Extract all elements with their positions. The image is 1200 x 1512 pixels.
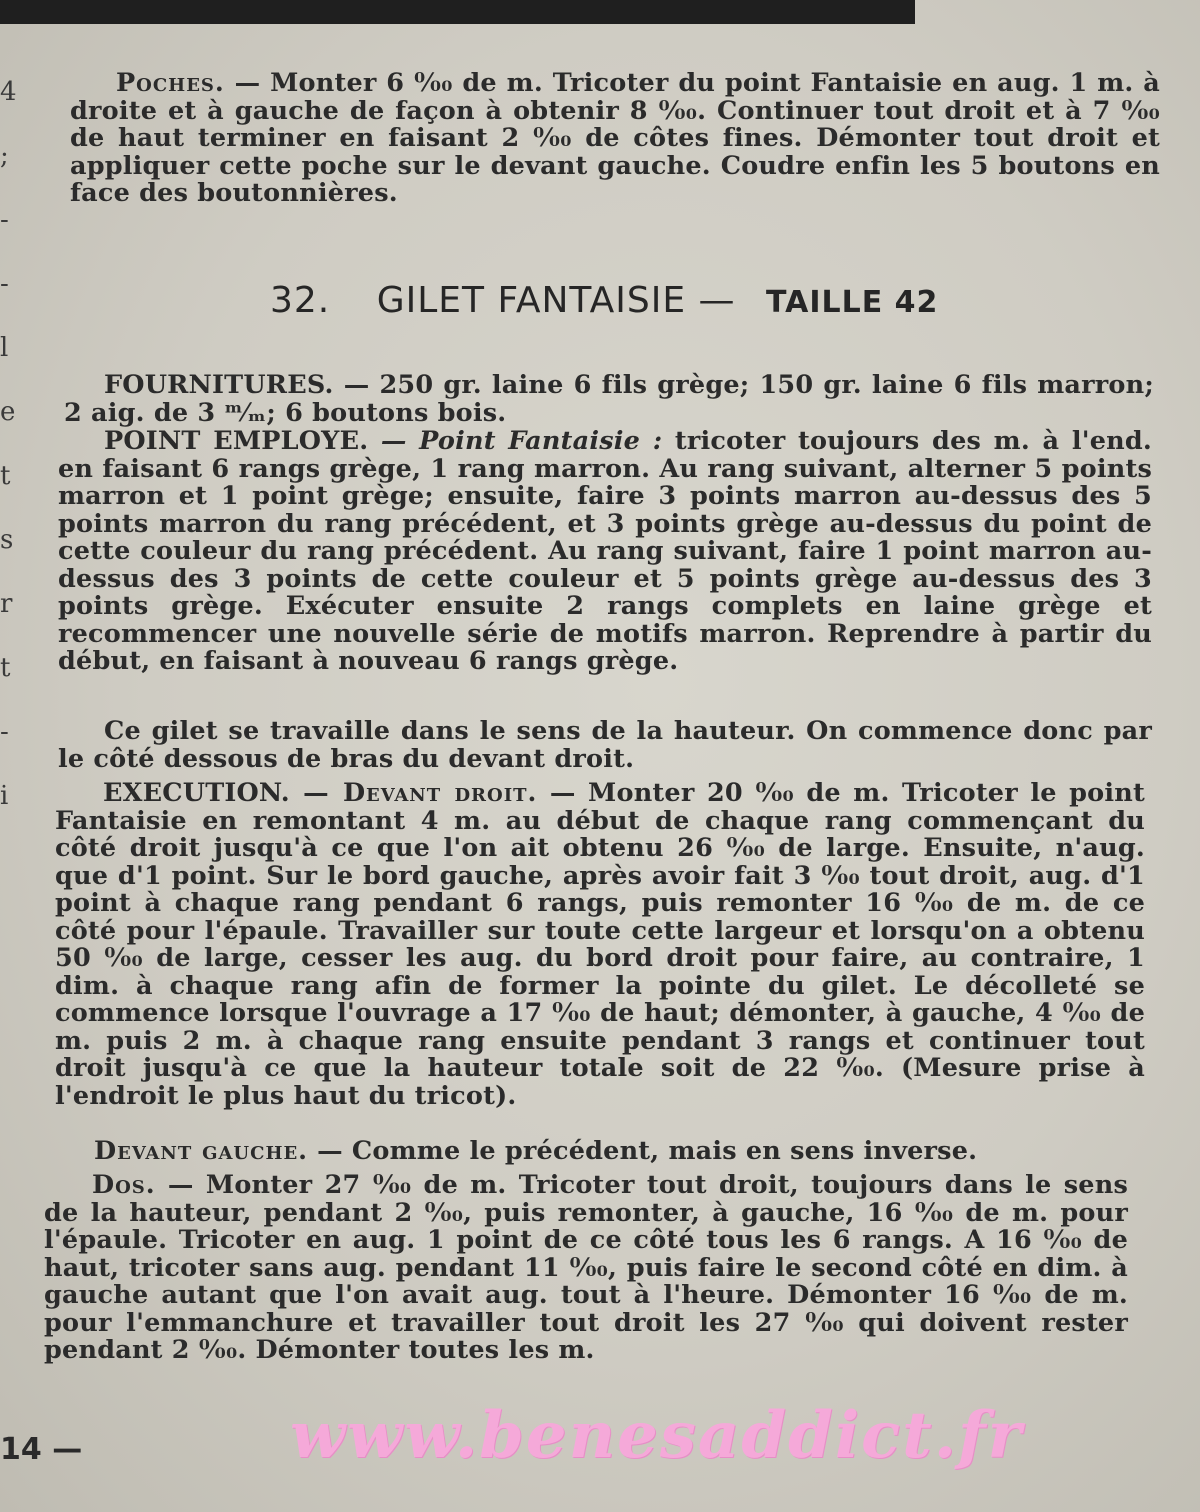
watermark-url: www.benesaddict.fr [290,1398,1024,1473]
margin-char: l [0,333,9,363]
section-size: TAILLE 42 [766,285,939,320]
margin-char: e [0,397,16,427]
fournitures-text: — 250 gr. laine 6 fils grège; 150 gr. laine 6 fils marron; 2 aig. de 3 ᵐ⁄ₘ; 6 boutons bois. [64,370,1154,428]
fournitures-lead: FOURNITURES. [104,370,334,400]
margin-char: t [0,653,11,683]
gilet-note-paragraph [58,718,1152,773]
execution-text: — Monter 20 ⁰⁄₀₀ de m. Tricoter le point Fantaisie en remontant 4 m. au début de chaque rang commençant du côté droit jusqu'à ce que l'on ait obtenu 26 ⁰⁄₀₀ de large. Ensuite, n'aug. que d'1 point. Sur le bord gauche, après avoir fait 3 ⁰⁄₀₀ tout droit, aug. d'1 point à chaque rang pendant 6 rangs, puis remonter 16 ⁰⁄₀₀ de m. de ce côté pour l'épaule. Travailler sur toute cette largeur et lorsqu'on a obtenu 50 ⁰⁄₀₀ de large, cesser les aug. du bord droit pour faire, au contraire, 1 dim. à chaque rang afin de former la pointe du gilet. Le décolleté se commence lorsque l'ouvrage a 17 ⁰⁄₀₀ de haut; démonter, à gauche, 4 ⁰⁄₀₀ de m. puis 2 m. à chaque rang ensuite pendant 3 rangs et continuer tout droit jusqu'à ce que la hauteur totale soit de 22 ⁰⁄₀₀. (Mesure prise à l'endroit le plus haut du tricot). [55,778,1145,1111]
gilet-note-text: Ce gilet se travaille dans le sens de la hauteur. On commence donc par le côté dessous de bras du devant droit. [58,716,1152,774]
margin-char: - [0,269,9,299]
point-name: — Point Fantaisie : [368,426,663,456]
margin-char: r [0,589,13,619]
devant-droit-lead: — Devant droit. [289,778,538,808]
margin-char: - [0,205,9,235]
margin-char: ; [0,141,9,171]
devant-gauche-text: — Comme le précédent, mais en sens inverse. [308,1136,978,1166]
margin-char: t [0,461,11,491]
devant-gauche-paragraph [50,1138,1140,1166]
margin-char: 4 [0,77,17,107]
execution-paragraph [55,780,1145,1110]
point-text: tricoter toujours des m. à l'end. en faisant 6 rangs grège, 1 rang marron. Au rang suivant, alterner 5 points marron et 1 point grège; ensuite, faire 3 points marron au-dessus des 5 points marron du rang précédent, et 3 points grège au-dessus du point de cette couleur du rang précédent. Au rang suivant, faire 1 point marron au-dessus des 3 points de cette couleur et 5 points grège au-dessus des 3 points grège. Exécuter ensuite 2 rangs complets en laine grège et recommencer une nouvelle série de motifs marron. Reprendre à partir du début, en faisant à nouveau 6 rangs grège. [58,426,1152,676]
margin-char: - [0,717,9,747]
poches-lead: Poches. [116,68,225,98]
left-margin-fragments [0,60,28,828]
poches-paragraph [70,70,1160,208]
devant-gauche-lead: Devant gauche. [94,1136,309,1166]
point-lead: POINT EMPLOYE. [104,426,369,456]
point-employe-paragraph [58,428,1152,676]
top-black-bar [0,0,915,24]
execution-lead: EXECUTION. [103,778,290,808]
dos-paragraph [44,1172,1128,1365]
section-title [270,280,990,321]
fournitures-paragraph [64,372,1154,427]
section-number: 32. [270,280,331,321]
poches-text: — Monter 6 ⁰⁄₀₀ de m. Tricoter du point Fantaisie en aug. 1 m. à droite et à gauche de façon à obtenir 8 ⁰⁄₀₀. Continuer tout droit et à 7 ⁰⁄₀₀ de haut terminer en faisant 2 ⁰⁄₀₀ de côtes fines. Démonter tout droit et appliquer cette poche sur le devant gauche. Coudre enfin les 5 boutons en face des boutonnières. [70,68,1160,208]
section-name: GILET FANTAISIE [376,280,687,321]
margin-char: s [0,525,14,555]
dos-text: — Monter 27 ⁰⁄₀₀ de m. Tricoter tout droit, toujours dans le sens de la hauteur, pendant 2 ⁰⁄₀₀, puis remonter, à gauche, 16 ⁰⁄₀₀ de m. pour l'épaule. Tricoter en aug. 1 point de ce côté tous les 6 rangs. A 16 ⁰⁄₀₀ de haut, tricoter sans aug. pendant 11 ⁰⁄₀₀, puis faire le second côté en dim. à gauche autant que l'on avait aug. tout à l'heure. Démonter 16 ⁰⁄₀₀ de m. pour l'emmanchure et travailler tout droit les 27 ⁰⁄₀₀ qui doivent rester pendant 2 ⁰⁄₀₀. Démonter toutes les m. [44,1170,1128,1365]
margin-char: i [0,781,9,811]
title-dash: — [698,280,736,321]
page-number: 14 — [0,1432,83,1467]
dos-lead: Dos. [92,1170,156,1200]
